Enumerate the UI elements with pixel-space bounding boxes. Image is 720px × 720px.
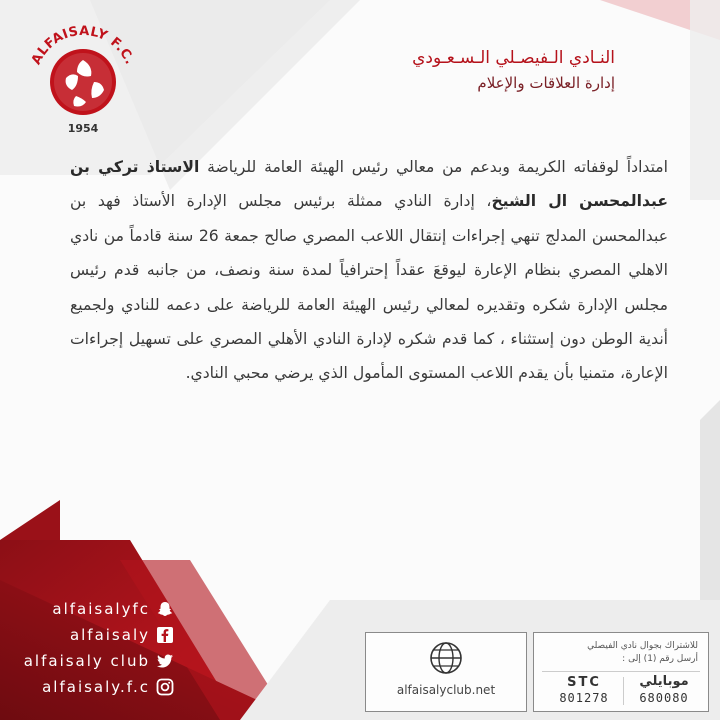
stc-label: STC	[567, 675, 601, 690]
subscription-divider	[542, 671, 700, 672]
logo-year: 1954	[67, 122, 99, 135]
mobily-number: 680080	[639, 691, 689, 705]
twitter-icon	[156, 652, 174, 670]
header	[295, 46, 615, 94]
social-handle-instagram: alfaisaly.f.c	[42, 678, 150, 696]
subscription-box	[533, 632, 709, 712]
club-name: النـادي الـفيصـلي الـسـعـودي	[412, 48, 615, 68]
body-before-name: امتداداً لوقفاته الكريمة وبدعم من معالي رئيس الهيئة العامة للرياضة	[207, 158, 668, 176]
body-name: الاستاذ تركي بن عبدالمحسن ال الشيخ	[70, 158, 668, 211]
club-logo	[22, 20, 144, 136]
announcement-body	[70, 150, 668, 391]
social-row-facebook[interactable]	[14, 622, 174, 648]
body-after-name: ، إدارة النادي ممثلة برئيس مجلس الإدارة الأستاذ فهد بن عبدالمحسن المدلج تنهي إجراءات إنتقال اللاعب المصري صالح جمعة 26 سنة قادماً من نادي الاهلي المصري بنظام الإعارة ليوقعَ عقداً إحترافياً لمدة سنة ونصف، من جانبه قدم رئيس مجلس الإدارة شكره وتقديره لمعالي رئيس الهيئة العامة للرياضة على دعمه للنادي ولجميع أندية الوطن دون إستثناء ، كما قدم شكره لإدارة النادي الأهلي المصري على تسهيل إجراءات الإعارة، متمنيا بأن يقدم اللاعب المستوى المأمول الذي يرضي محبي النادي.	[70, 192, 669, 383]
social-row-twitter[interactable]	[14, 648, 174, 674]
social-handle-snapchat: alfaisalyfc	[52, 600, 150, 618]
operator-divider	[623, 677, 624, 705]
social-row-instagram[interactable]	[14, 674, 174, 700]
social-handle-twitter: alfaisaly club	[23, 652, 150, 670]
department-name: إدارة العلاقات والإعلام	[477, 74, 615, 92]
social-links	[14, 596, 174, 700]
facebook-icon	[156, 626, 174, 644]
website-box[interactable]	[365, 632, 527, 712]
social-row-snapchat[interactable]	[14, 596, 174, 622]
website-url[interactable]: alfaisalyclub.net	[396, 683, 496, 697]
snapchat-icon	[156, 600, 174, 618]
subscription-line1: للاشتراك بجوال نادي الفيصلي	[587, 641, 698, 651]
subscription-line2: أرسل رقم (1) إلى :	[622, 654, 698, 664]
stc-number: 801278	[559, 691, 609, 705]
mobily-label: موبايلي	[639, 674, 689, 689]
logo-arc-text: ALFAISALY F.C.	[28, 23, 138, 68]
globe-icon	[429, 641, 463, 675]
instagram-icon	[156, 678, 174, 696]
social-handle-facebook: alfaisaly	[69, 626, 150, 644]
